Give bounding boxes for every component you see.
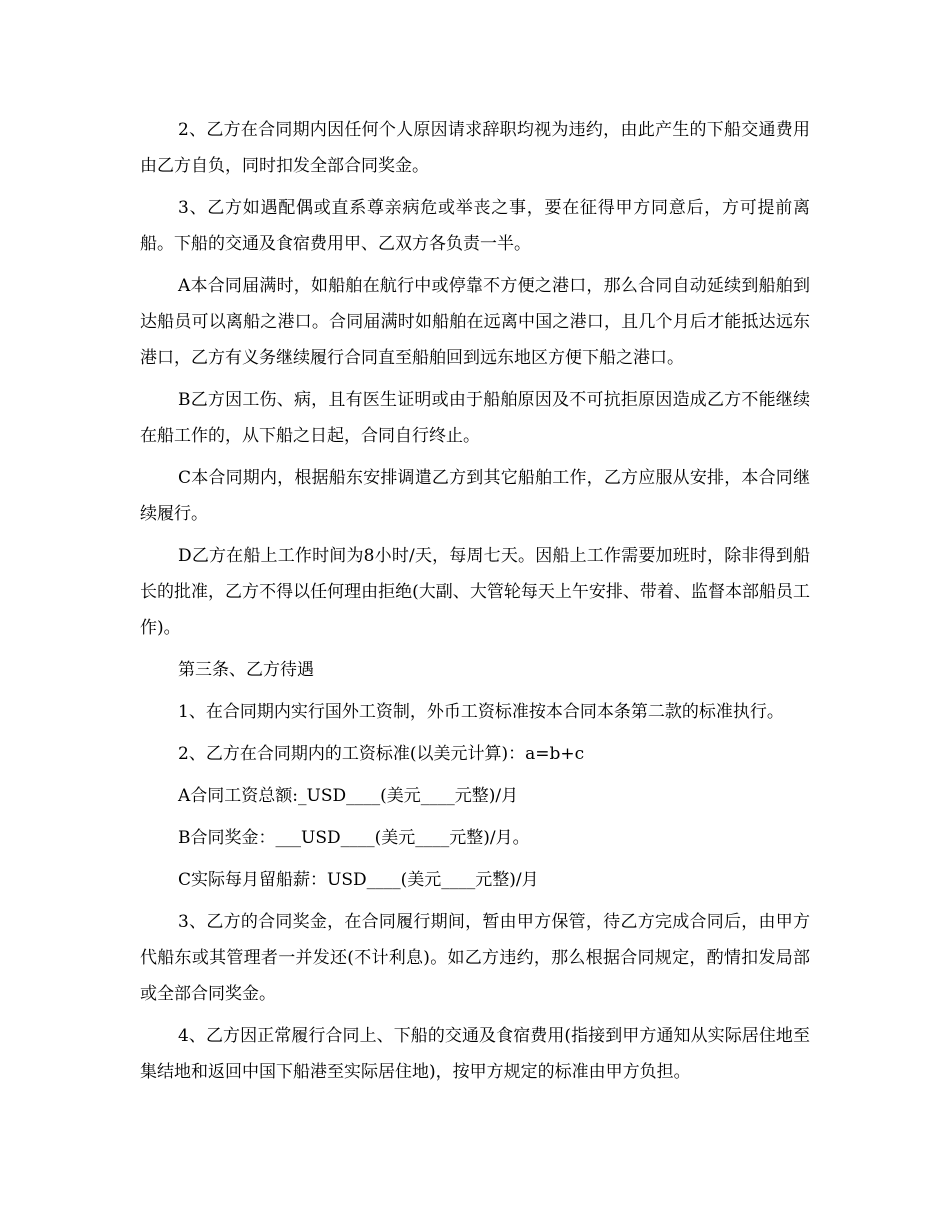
clause-4-travel-costs: 4、乙方因正常履行合同上、下船的交通及食宿费用(指接到甲方通知从实际居住地至集结地和返回中国下船港至实际居住地)，按甲方规定的标准由甲方负担。 [140, 1026, 810, 1082]
clause-2-wage-standard: 2、乙方在合同期内的工资标准(以美元计算)：a=b+c [178, 744, 585, 764]
clause-3-family-emergency: 3、乙方如遇配偶或直系尊亲病危或举丧之事，要在征得甲方同意后，方可提前离船。下船的交通及食宿费用甲、乙双方各负责一半。 [140, 198, 810, 254]
article-3-heading: 第三条、乙方待遇 [178, 660, 314, 680]
document-body [140, 112, 810, 1096]
clause-2-resignation: 2、乙方在合同期内因任何个人原因请求辞职均视为违约，由此产生的下船交通费用由乙方自负，同时扣发全部合同奖金。 [140, 120, 810, 176]
clause-1-foreign-wage: 1、在合同期内实行国外工资制，外币工资标准按本合同本条第二款的标准执行。 [178, 702, 784, 722]
clause-b-injury-termination: B乙方因工伤、病，且有医生证明或由于船舶原因及不可抗拒原因造成乙方不能继续在船工作的，从下船之日起，合同自行终止。 [140, 390, 810, 446]
clause-d-working-hours: D乙方在船上工作时间为8小时/天，每周七天。因船上工作需要加班时，除非得到船长的批准，乙方不得以任何理由拒绝(大副、大管轮每天上午安排、带着、监督本部船员工作)。 [140, 546, 810, 638]
monthly-retained-pay-line: C实际每月留船薪：USD____(美元____元整)/月 [178, 870, 539, 890]
wage-total-line: A合同工资总额:_USD____(美元____元整)/月 [178, 786, 519, 806]
clause-c-reassignment: C本合同期内，根据船东安排调遣乙方到其它船舶工作，乙方应服从安排，本合同继续履行。 [140, 468, 810, 524]
clause-a-contract-expiry: A本合同届满时，如船舶在航行中或停靠不方便之港口，那么合同自动延续到船舶到达船员可以离船之港口。合同届满时如船舶在远离中国之港口，且几个月后才能抵达远东港口，乙方有义务继续履行合同直至船舶回到远东地区方便下船之港口。 [140, 276, 810, 368]
bonus-line: B合同奖金：___USD____(美元____元整)/月。 [178, 828, 530, 848]
clause-3-bonus-custody: 3、乙方的合同奖金，在合同履行期间，暂由甲方保管，待乙方完成合同后，由甲方代船东或其管理者一并发还(不计利息)。如乙方违约，那么根据合同规定，酌情扣发局部或全部合同奖金。 [140, 912, 810, 1004]
